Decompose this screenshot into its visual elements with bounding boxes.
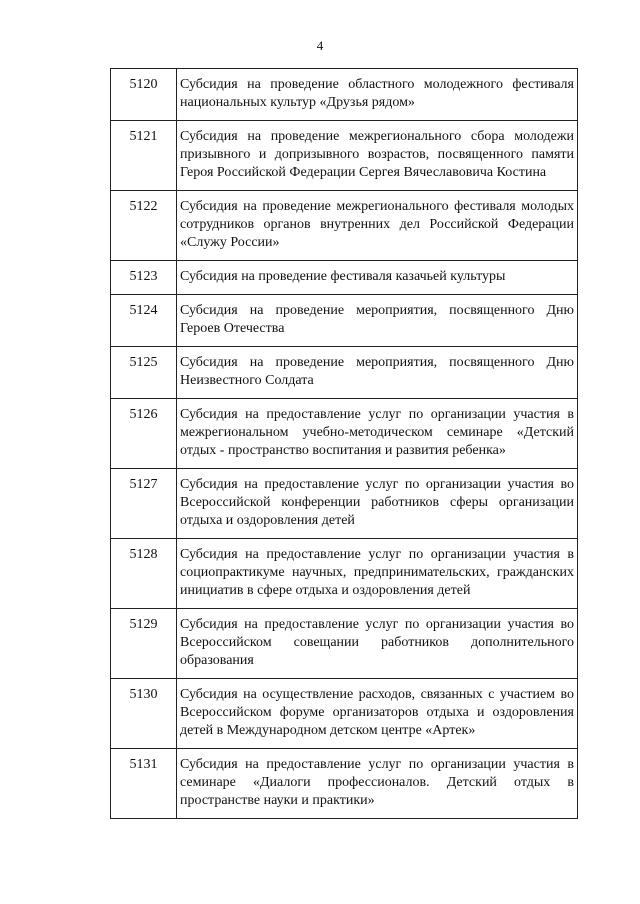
table-row [111,69,578,121]
table-row [111,469,578,539]
subsidy-code-table [110,68,578,819]
row-code: 5120 [111,69,177,121]
row-code: 5122 [111,191,177,261]
row-code: 5129 [111,609,177,679]
table-row [111,347,578,399]
row-code: 5123 [111,261,177,295]
page-number: 4 [316,38,324,53]
row-description: Субсидия на проведение фестиваля казачьей культуры [177,261,578,295]
table-row [111,261,578,295]
row-code: 5131 [111,749,177,819]
row-code: 5130 [111,679,177,749]
row-description: Субсидия на предоставление услуг по организации участия в межрегиональном учебно-методическом семинаре «Детский отдых - пространство воспитания и развития ребенка» [177,399,578,469]
row-code: 5125 [111,347,177,399]
row-description: Субсидия на проведение межрегионального фестиваля молодых сотрудников органов внутренних дел Российской Федерации «Служу России» [177,191,578,261]
table-row [111,399,578,469]
row-description: Субсидия на предоставление услуг по организации участия в семинаре «Диалоги профессионалов. Детский отдых в пространстве науки и практики» [177,749,578,819]
row-code: 5124 [111,295,177,347]
row-code: 5128 [111,539,177,609]
row-code: 5126 [111,399,177,469]
row-description: Субсидия на предоставление услуг по организации участия во Всероссийском совещании работников дополнительного образования [177,609,578,679]
row-description: Субсидия на проведение областного молодежного фестиваля национальных культур «Друзья рядом» [177,69,578,121]
row-code: 5121 [111,121,177,191]
table-row [111,121,578,191]
table-row [111,191,578,261]
row-description: Субсидия на проведение мероприятия, посвященного Дню Неизвестного Солдата [177,347,578,399]
row-code: 5127 [111,469,177,539]
table-row [111,609,578,679]
row-description: Субсидия на осуществление расходов, связанных с участием во Всероссийском форуме организаторов отдыха и оздоровления детей в Международном детском центре «Артек» [177,679,578,749]
row-description: Субсидия на предоставление услуг по организации участия во Всероссийской конференции работников сферы организации отдыха и оздоровления детей [177,469,578,539]
row-description: Субсидия на проведение межрегионального сбора молодежи призывного и допризывного возрастов, посвященного памяти Героя Российской Федерации Сергея Вячеславовича Костина [177,121,578,191]
table-row [111,679,578,749]
row-description: Субсидия на проведение мероприятия, посвященного Дню Героев Отечества [177,295,578,347]
table-row [111,539,578,609]
table-row [111,295,578,347]
table-row [111,749,578,819]
row-description: Субсидия на предоставление услуг по организации участия в социопрактикуме научных, предпринимательских, гражданских инициатив в сфере отдыха и оздоровления детей [177,539,578,609]
